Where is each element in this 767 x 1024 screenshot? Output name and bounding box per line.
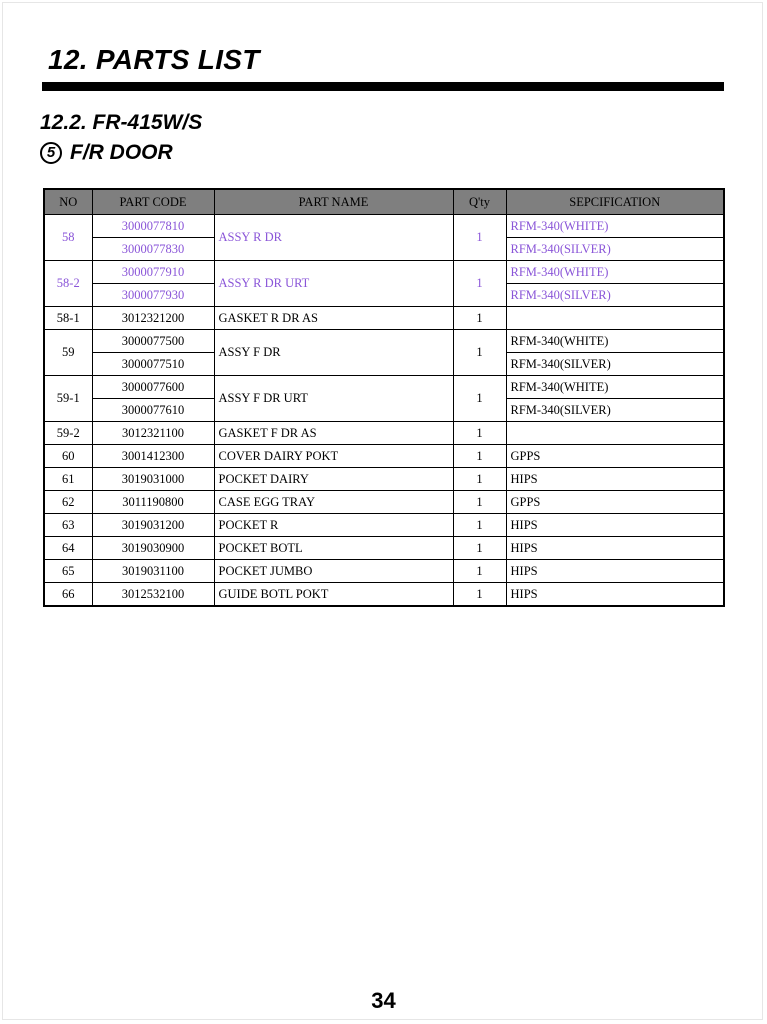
cell-part-code: 3000077600	[92, 376, 214, 399]
cell-qty: 1	[453, 215, 506, 261]
table-row	[44, 514, 724, 537]
cell-specification: RFM-340(SILVER)	[506, 353, 724, 376]
table-row	[44, 537, 724, 560]
cell-no: 58-2	[44, 261, 92, 307]
cell-specification: RFM-340(WHITE)	[506, 330, 724, 353]
section-title-text: F/R DOOR	[70, 141, 173, 164]
table-header-row	[44, 189, 724, 215]
cell-specification: RFM-340(WHITE)	[506, 215, 724, 238]
table-row	[44, 445, 724, 468]
cell-no: 65	[44, 560, 92, 583]
cell-qty: 1	[453, 560, 506, 583]
cell-specification: HIPS	[506, 514, 724, 537]
column-header-part-code: PART CODE	[92, 189, 214, 215]
cell-part-code: 3000077510	[92, 353, 214, 376]
model-title: 12.2. FR-415W/S	[40, 111, 203, 134]
cell-part-code: 3000077930	[92, 284, 214, 307]
cell-part-code: 3000077830	[92, 238, 214, 261]
cell-part-code: 3001412300	[92, 445, 214, 468]
cell-part-name: ASSY R DR	[214, 215, 453, 261]
column-header-no: NO	[44, 189, 92, 215]
cell-no: 59	[44, 330, 92, 376]
cell-no: 64	[44, 537, 92, 560]
cell-part-code: 3019031100	[92, 560, 214, 583]
cell-part-name: ASSY F DR URT	[214, 376, 453, 422]
cell-qty: 1	[453, 583, 506, 607]
column-header-specification: SEPCIFICATION	[506, 189, 724, 215]
table-row	[44, 376, 724, 399]
table-row	[44, 422, 724, 445]
cell-part-name: GUIDE BOTL POKT	[214, 583, 453, 607]
cell-specification: RFM-340(SILVER)	[506, 238, 724, 261]
cell-part-code: 3011190800	[92, 491, 214, 514]
cell-qty: 1	[453, 537, 506, 560]
cell-no: 59-2	[44, 422, 92, 445]
cell-qty: 1	[453, 514, 506, 537]
page-title: 12. PARTS LIST	[48, 44, 260, 75]
cell-specification: HIPS	[506, 583, 724, 607]
parts-table-body	[44, 215, 724, 607]
cell-qty: 1	[453, 261, 506, 307]
cell-specification: RFM-340(SILVER)	[506, 399, 724, 422]
cell-specification: RFM-340(SILVER)	[506, 284, 724, 307]
cell-part-code: 3019031000	[92, 468, 214, 491]
cell-no: 58-1	[44, 307, 92, 330]
section-number-badge: 5	[40, 142, 62, 164]
cell-part-name: POCKET BOTL	[214, 537, 453, 560]
cell-no: 60	[44, 445, 92, 468]
table-row	[44, 560, 724, 583]
cell-no: 59-1	[44, 376, 92, 422]
cell-specification: HIPS	[506, 537, 724, 560]
cell-part-name: POCKET R	[214, 514, 453, 537]
cell-specification: RFM-340(WHITE)	[506, 261, 724, 284]
cell-qty: 1	[453, 468, 506, 491]
table-row	[44, 261, 724, 284]
table-row	[44, 307, 724, 330]
cell-part-name: POCKET DAIRY	[214, 468, 453, 491]
cell-specification: GPPS	[506, 445, 724, 468]
cell-qty: 1	[453, 422, 506, 445]
cell-part-name: ASSY R DR URT	[214, 261, 453, 307]
cell-specification: RFM-340(WHITE)	[506, 376, 724, 399]
cell-part-code: 3019031200	[92, 514, 214, 537]
cell-qty: 1	[453, 330, 506, 376]
cell-specification: HIPS	[506, 560, 724, 583]
cell-part-code: 3000077610	[92, 399, 214, 422]
cell-part-code: 3019030900	[92, 537, 214, 560]
page-number: 34	[371, 988, 396, 1013]
section-title	[40, 141, 173, 165]
cell-no: 62	[44, 491, 92, 514]
cell-part-name: ASSY F DR	[214, 330, 453, 376]
column-header-qty: Q'ty	[453, 189, 506, 215]
cell-qty: 1	[453, 307, 506, 330]
cell-part-name: GASKET F DR AS	[214, 422, 453, 445]
cell-no: 66	[44, 583, 92, 607]
cell-no: 63	[44, 514, 92, 537]
cell-part-name: GASKET R DR AS	[214, 307, 453, 330]
cell-part-name: COVER DAIRY POKT	[214, 445, 453, 468]
column-header-part-name: PART NAME	[214, 189, 453, 215]
cell-part-code: 3000077910	[92, 261, 214, 284]
cell-part-code: 3000077500	[92, 330, 214, 353]
cell-part-code: 3000077810	[92, 215, 214, 238]
table-row	[44, 468, 724, 491]
cell-no: 61	[44, 468, 92, 491]
cell-specification	[506, 422, 724, 445]
table-row	[44, 583, 724, 607]
cell-part-name: CASE EGG TRAY	[214, 491, 453, 514]
parts-table	[43, 188, 725, 607]
cell-no: 58	[44, 215, 92, 261]
cell-specification: GPPS	[506, 491, 724, 514]
table-row	[44, 330, 724, 353]
cell-part-code: 3012532100	[92, 583, 214, 607]
cell-part-name: POCKET JUMBO	[214, 560, 453, 583]
title-rule	[42, 82, 724, 91]
cell-specification	[506, 307, 724, 330]
cell-qty: 1	[453, 491, 506, 514]
cell-part-code: 3012321200	[92, 307, 214, 330]
cell-qty: 1	[453, 376, 506, 422]
cell-specification: HIPS	[506, 468, 724, 491]
cell-qty: 1	[453, 445, 506, 468]
table-row	[44, 491, 724, 514]
table-row	[44, 215, 724, 238]
cell-part-code: 3012321100	[92, 422, 214, 445]
